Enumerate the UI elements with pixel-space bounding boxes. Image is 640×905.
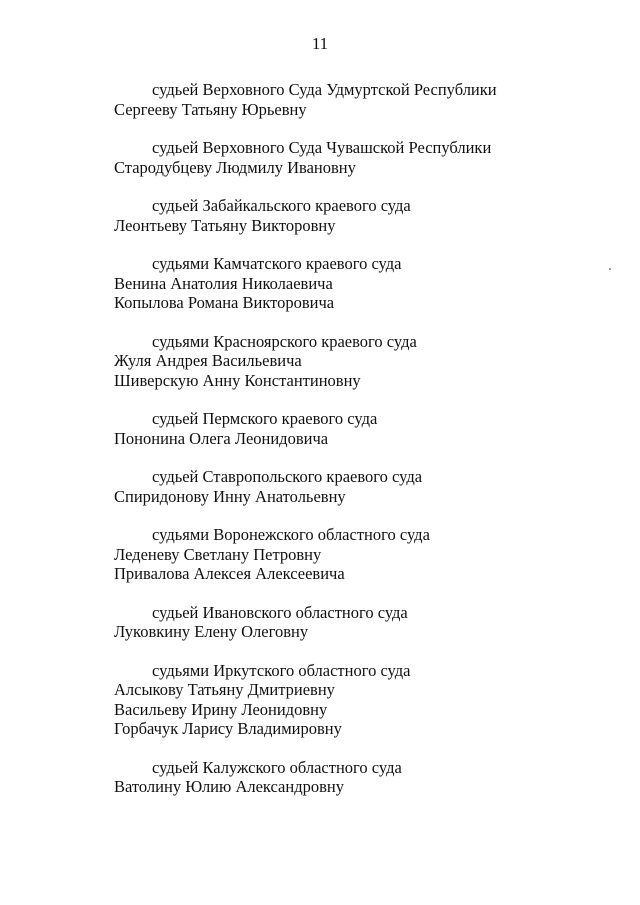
appointment-entry: [114, 758, 594, 797]
judge-name: Ватолину Юлию Александровну: [114, 777, 344, 796]
appointment-entry: [114, 467, 594, 506]
judge-name: Шиверскую Анну Константиновну: [114, 370, 361, 390]
appointment-entry: [114, 196, 594, 235]
appointment-entry: [114, 332, 594, 391]
page-number: 11: [311, 34, 329, 53]
court-title: судьями Камчатского краевого суда: [152, 254, 402, 273]
judge-name: Леонтьеву Татьяну Викторовну: [114, 215, 336, 235]
judge-name: Алсыкову Татьяну Дмитриевну: [114, 680, 335, 699]
court-title: судьей Калужского областного суда: [152, 757, 402, 777]
judge-name: Сергееву Татьяну Юрьевну: [114, 99, 307, 119]
appointments-list: [114, 80, 594, 816]
appointment-entry: [114, 525, 594, 584]
court-title: судьей Пермского краевого суда: [152, 409, 378, 428]
court-title: судьей Ставропольского краевого суда: [152, 467, 423, 486]
appointment-entry: [114, 138, 594, 177]
court-title: судьями Воронежского областного суда: [152, 525, 430, 544]
judge-name: Васильеву Ирину Леонидовну: [114, 699, 328, 719]
judge-name: Жуля Андрея Васильевича: [114, 351, 302, 370]
court-title: судьями Иркутского областного суда: [152, 660, 411, 680]
judge-name: Венина Анатолия Николаевича: [114, 273, 333, 293]
court-title: судьей Верховного Суда Чувашской Республики: [152, 138, 492, 157]
judge-name: Привалова Алексея Алексеевича: [114, 564, 345, 583]
appointment-entry: [114, 603, 594, 642]
court-title: судьей Забайкальского краевого суда: [152, 196, 411, 215]
appointment-entry: [114, 254, 594, 313]
appointment-entry: [114, 661, 594, 739]
court-title: судьей Ивановского областного суда: [152, 602, 408, 622]
appointment-entry: [114, 80, 594, 119]
court-title: судьей Верховного Суда Удмуртской Республики: [152, 80, 497, 99]
appointment-entry: [114, 409, 594, 448]
judge-name: Луковкину Елену Олеговну: [114, 622, 309, 641]
scan-speck: [609, 268, 611, 270]
judge-name: Стародубцеву Людмилу Ивановну: [114, 157, 356, 177]
judge-name: Спиридонову Инну Анатольевну: [114, 486, 346, 506]
judge-name: Копылова Романа Викторовича: [114, 293, 335, 312]
court-title: судьями Красноярского краевого суда: [152, 331, 417, 351]
judge-name: Горбачук Ларису Владимировну: [114, 719, 342, 738]
judge-name: Леденеву Светлану Петровну: [114, 544, 322, 564]
judge-name: Пононина Олега Леонидовича: [114, 428, 329, 448]
